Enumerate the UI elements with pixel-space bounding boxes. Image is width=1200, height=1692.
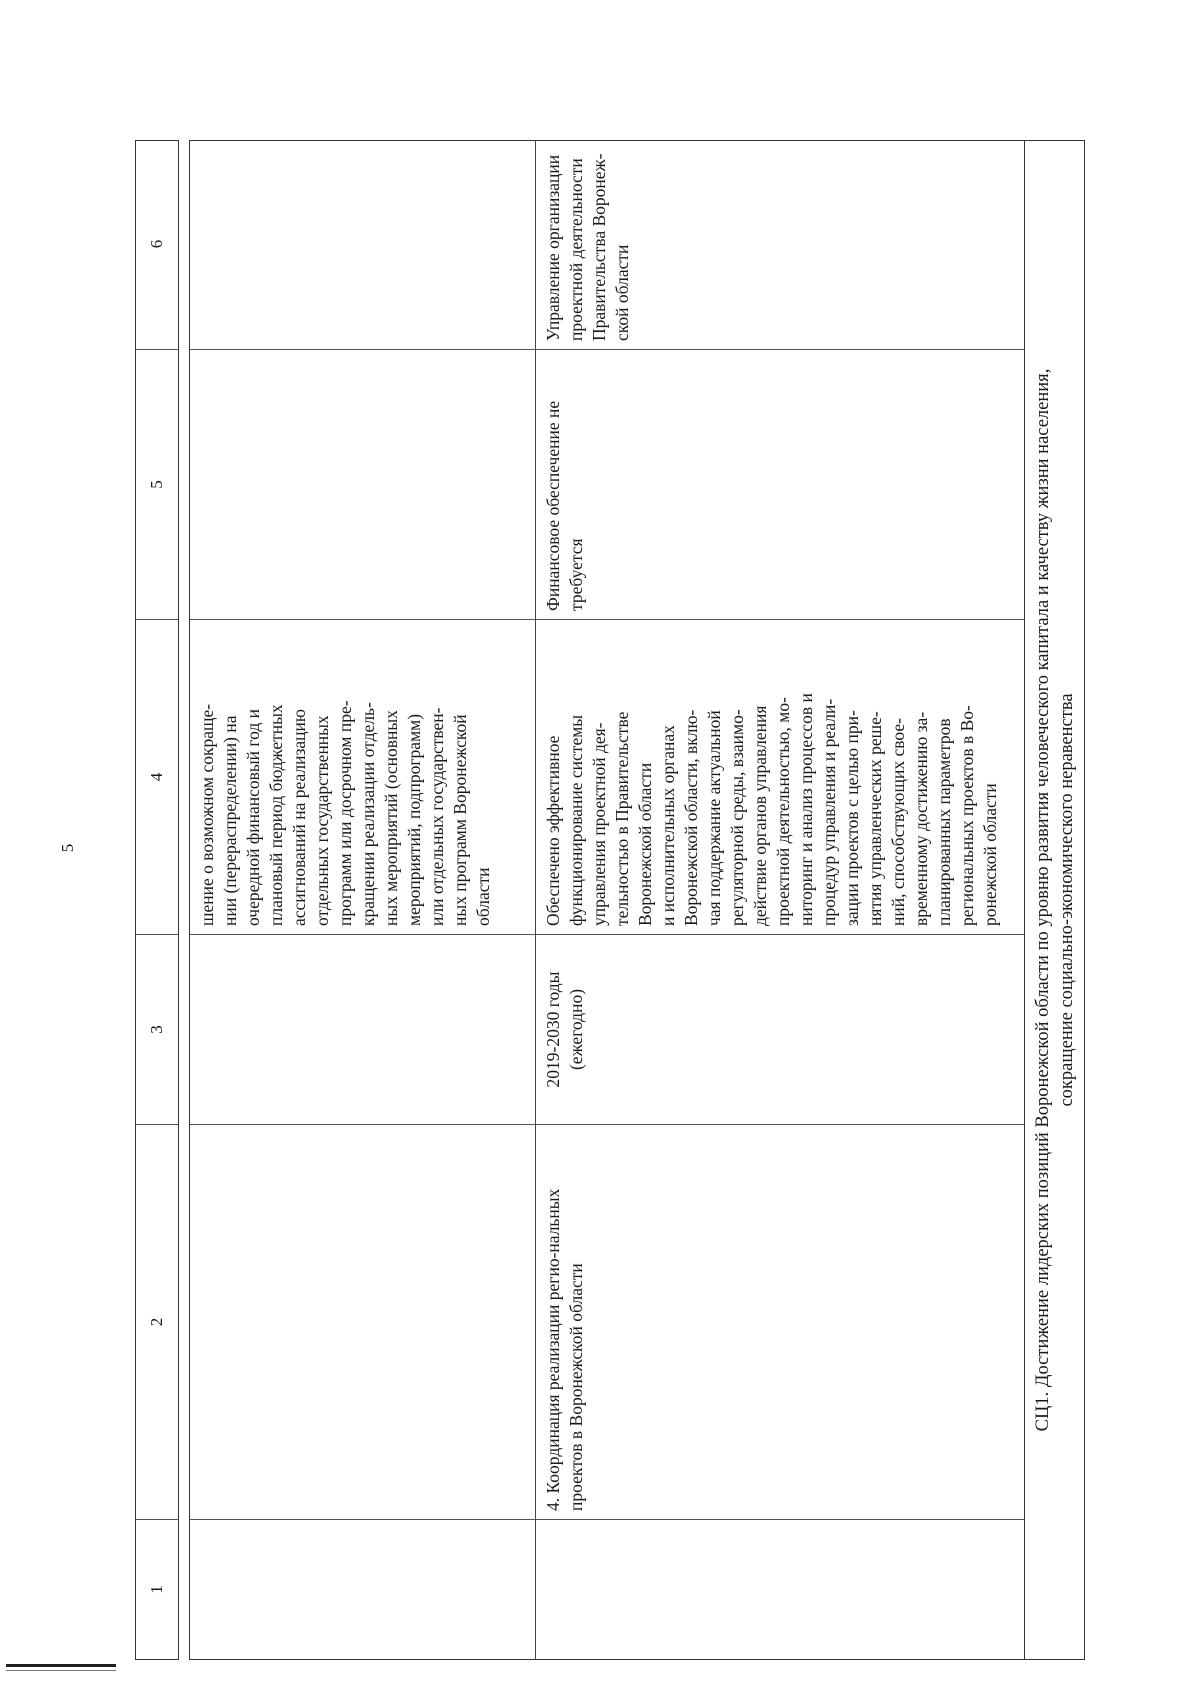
text-line: Воронежской области [635, 762, 655, 926]
text-line: тельностью в Правительстве [612, 711, 632, 926]
text-line: очередной финансовый год и [243, 708, 263, 926]
header-col-3: 3 [136, 934, 178, 1124]
text-line: и исполнительных органах [658, 725, 678, 926]
table-row [536, 141, 1024, 1659]
table-row [190, 141, 536, 1659]
text-line: регуляторной среды, взаимо- [727, 709, 747, 926]
text-line: шение о возможном сокраще- [197, 703, 217, 926]
header-col-2: 2 [136, 1124, 178, 1519]
text-line: ных мероприятий (основных [381, 710, 401, 926]
text-line: действие органов управления [750, 705, 770, 926]
scan-edge-mark [6, 1670, 116, 1671]
text-line: ниторинг и анализ процессов и [796, 693, 816, 926]
text-line: 2019-2030 годы [543, 971, 563, 1088]
row2-funding-cell: Финансовое обеспечение не требуется [536, 349, 1024, 619]
text-line: ний, способствующих свое- [888, 718, 908, 926]
text-line: управления проектной дея- [589, 722, 609, 926]
text-line: функционирование системы [566, 714, 586, 926]
scan-edge-mark [6, 1664, 116, 1667]
text-line: нии (перераспределении) на [220, 715, 240, 926]
text-line: чая поддержание актуальной [704, 710, 724, 926]
text-line: временному достижению за- [911, 711, 931, 926]
text-line: зации проектов с целью при- [842, 710, 862, 926]
goal-line-2: сокращение социально-экономического неравенства [1056, 693, 1077, 1107]
goal-line-1: СЦ1. Достижение лидерских позиций Воронежской области по уровню развития человеческого капитала и качеству жизни населения, [1032, 368, 1053, 1432]
row1-col3-cell [190, 934, 535, 1124]
row1-col2-cell [190, 1124, 535, 1519]
header-col-6: 6 [147, 239, 166, 249]
text-line: Обеспечено эффективное [543, 735, 563, 926]
text-line: Воронежской области, вклю- [681, 709, 701, 926]
table-body [189, 140, 1025, 1660]
row2-responsible-cell: Управление организации проектной деятельности Правительства Воронеж-ской области [543, 153, 632, 341]
text-line: плановый период бюджетных [266, 704, 286, 926]
header-col-1: 1 [136, 1519, 178, 1659]
row2-period-cell [536, 934, 1024, 1124]
text-line: ронежской области [980, 783, 1000, 926]
text-line: мероприятий, подпрограмм) [404, 713, 424, 926]
text-line: ных программ Воронежской [450, 714, 470, 926]
page-number: 5 [58, 843, 77, 853]
strategic-goal-heading [1025, 140, 1085, 1660]
text-line: отдельных государственных [312, 715, 332, 926]
text-line: ассигнований на реализацию [289, 709, 309, 926]
text-line: области [473, 867, 493, 926]
text-line: проектной деятельностью, мо- [773, 697, 793, 926]
text-line: процедур управления и реали- [819, 698, 839, 926]
header-col-4: 4 [136, 619, 178, 934]
row1-col6-cell [190, 139, 535, 349]
text-line: нятия управленческих реше- [865, 711, 885, 926]
row2-col1-cell [536, 1519, 1024, 1659]
header-col-5: 5 [136, 349, 178, 619]
text-line: кращении реализации отдель- [358, 702, 378, 926]
row1-result-cell [190, 619, 535, 934]
text-line: планированных параметров [934, 718, 954, 926]
row2-activity-cell: 4. Координация реализации регио-нальных проектов в Воронежской области [536, 1124, 1024, 1519]
row2-result-cell [536, 619, 1024, 934]
text-line: региональных проектов в Во- [957, 705, 977, 926]
text-line: (ежегодно) [566, 988, 586, 1071]
document-table [135, 140, 1085, 1660]
row1-col5-cell [190, 349, 535, 619]
row1-col1-cell [190, 1519, 535, 1659]
text-line: программ или досрочном пре- [335, 700, 355, 926]
text-line: или отдельных государствен- [427, 707, 447, 926]
table-header-row [135, 140, 179, 1660]
